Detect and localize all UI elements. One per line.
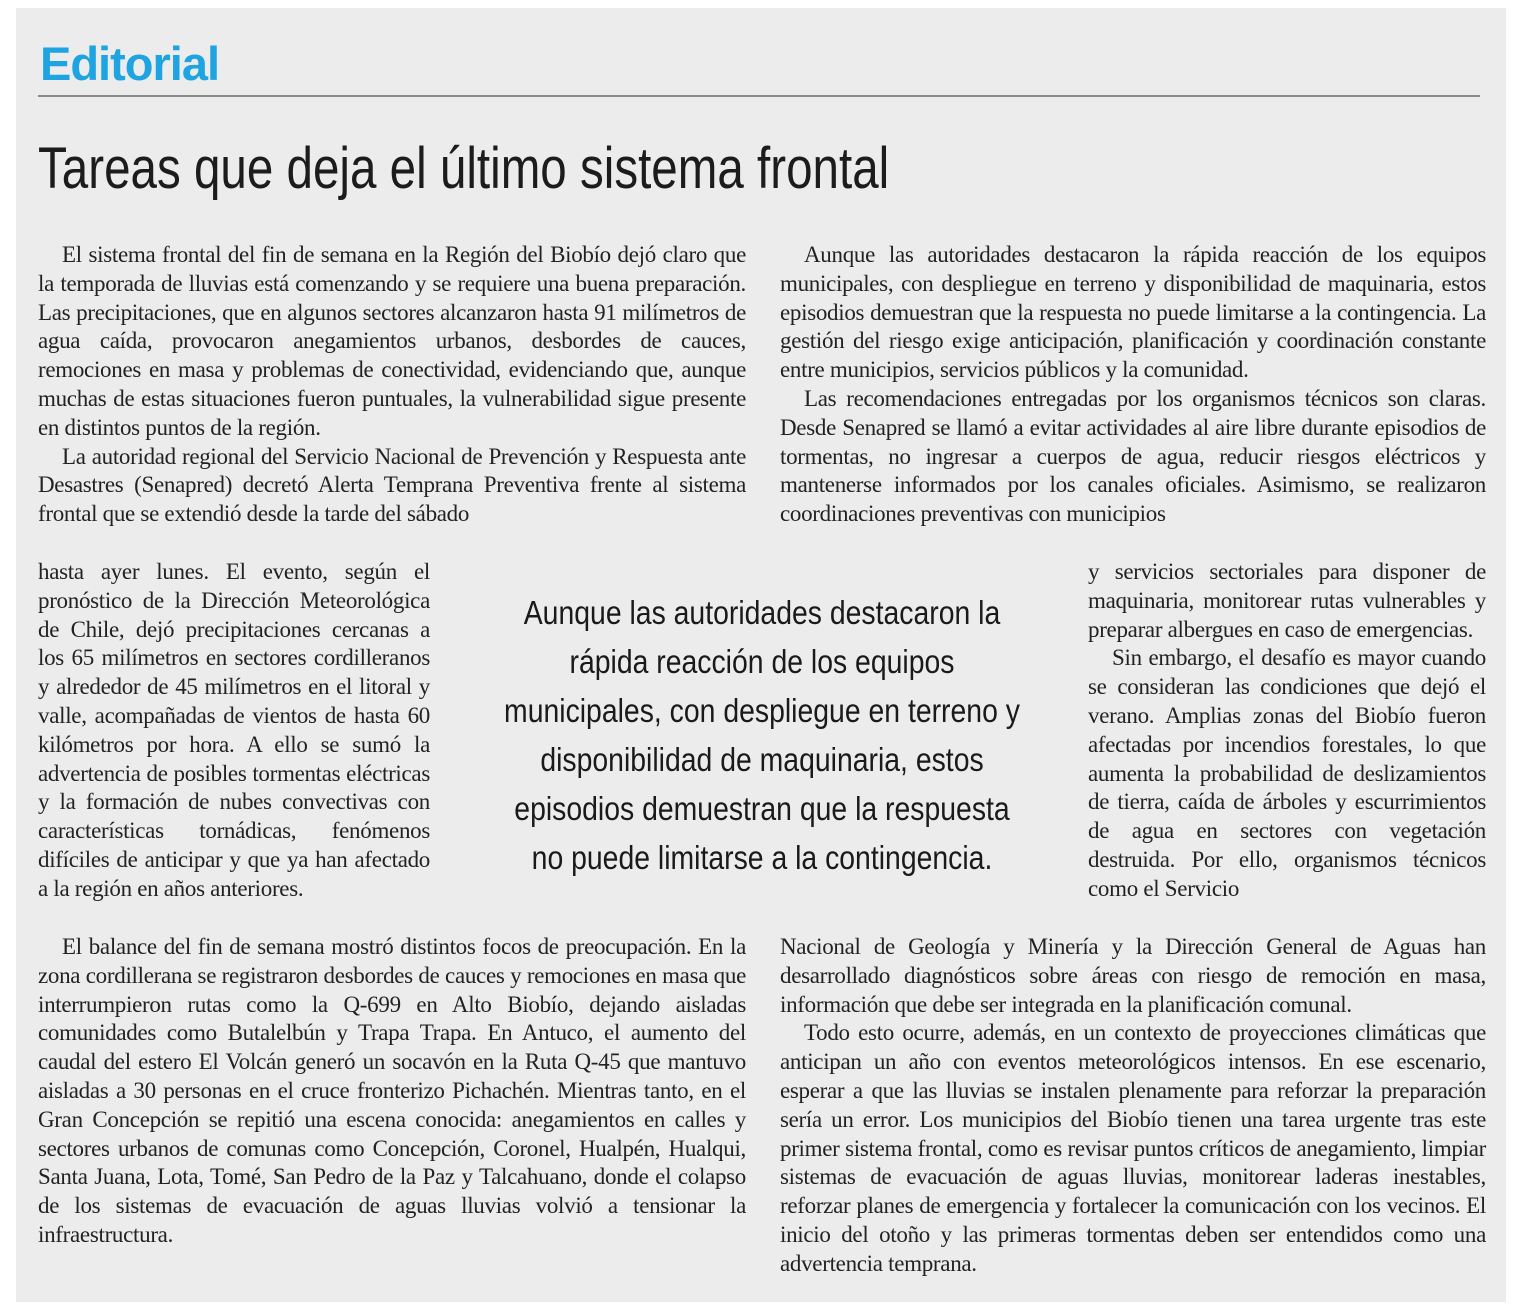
right-column-wrap bbox=[1088, 558, 1486, 904]
paragraph: Nacional de Geología y Minería y la Dirección General de Aguas han desarrollado diagnósticos sobre áreas con riesgo de remoción en masa, información que debe ser integrada en la planificación comunal. bbox=[780, 934, 1486, 1017]
section-divider bbox=[38, 95, 1480, 97]
editorial-page bbox=[16, 8, 1506, 1302]
paragraph: hasta ayer lunes. El evento, según el pronóstico de la Dirección Meteorológica de Chile, dejó precipitaciones cercanas a los 65 milímetros en sectores cordilleranos y alrededor de 45 milímetros en el litoral y valle, acompañadas de vientos de hasta 60 kilómetros por hora. A ello se sumó la advertencia de posibles tormentas eléctricas y la formación de nubes convectivas con características tornádicas, fenómenos difíciles de anticipar y que ya han afectado a la región en años anteriores. bbox=[38, 559, 430, 901]
left-column-wrap bbox=[38, 558, 430, 904]
article-headline: Tareas que deja el último sistema frontal bbox=[38, 136, 890, 201]
paragraph: El sistema frontal del fin de semana en la Región del Biobío dejó claro que la temporada de lluvias está comenzando y se requiere una buena preparación. Las precipitaciones, que en algunos sectores alcanzaron hasta 91 milímetros de agua caída, provocaron anegamientos urbanos, desbordes de cauces, remociones en masa y problemas de conectividad, evidenciando que, aunque muchas de estas situaciones fueron puntuales, la vulnerabilidad sigue presente en distintos puntos de la región. bbox=[38, 242, 746, 440]
section-label: Editorial bbox=[40, 37, 220, 90]
paragraph: Todo esto ocurre, además, en un contexto de proyecciones climáticas que anticipan un año con eventos meteorológicos intensos. En ese escenario, esperar a que las lluvias se instalen plenamente para reforzar la preparación sería un error. Los municipios del Biobío tienen una tarea urgente tras este primer sistema frontal, como es revisar puntos críticos de anegamiento, limpiar sistemas de evacuación de aguas lluvias, monitorear laderas inestables, reforzar planes de emergencia y fortalecer la comunicación con los vecinos. El inicio del otoño y las primeras tormentas deben ser entendidos como una advertencia temprana. bbox=[780, 1020, 1486, 1276]
right-column-top bbox=[780, 241, 1486, 529]
left-column-bottom bbox=[38, 933, 746, 1250]
left-column-top bbox=[38, 241, 746, 529]
paragraph: La autoridad regional del Servicio Nacional de Prevención y Respuesta ante Desastres (Senapred) decretó Alerta Temprana Preventiva frente al sistema frontal que se extendió desde la tarde del sábado bbox=[38, 443, 746, 527]
right-column-bottom bbox=[780, 933, 1486, 1279]
paragraph: y servicios sectoriales para disponer de maquinaria, monitorear rutas vulnerables y preparar albergues en caso de emergencias. bbox=[1088, 559, 1486, 642]
paragraph: Sin embargo, el desafío es mayor cuando se consideran las condiciones que dejó el verano. Amplias zonas del Biobío fueron afectadas por incendios forestales, lo que aumenta la probabilidad de deslizamientos de tierra, caída de árboles y escurrimientos de agua en sectores con vegetación destruida. Por ello, organismos técnicos como el Servicio bbox=[1088, 645, 1486, 901]
paragraph: Aunque las autoridades destacaron la rápida reacción de los equipos municipales, con despliegue en terreno y disponibilidad de maquinaria, estos episodios demuestran que la respuesta no puede limitarse a la contingencia. La gestión del riesgo exige anticipación, planificación y coordinación constante entre municipios, servicios públicos y la comunidad. bbox=[780, 242, 1486, 383]
pull-quote: Aunque las autoridades destacaron la rápida reacción de los equipos municipales, con despliegue en terreno y disponibilidad de maquinaria, estos episodios demuestran que la respuesta no puede limitarse a la contingencia. bbox=[504, 594, 1020, 876]
paragraph: Las recomendaciones entregadas por los organismos técnicos son claras. Desde Senapred se llamó a evitar actividades al aire libre durante episodios de tormentas, no ingresar a cuerpos de agua, reducir riesgos eléctricos y mantenerse informados por los canales oficiales. Asimismo, se realizaron coordinaciones preventivas con municipios bbox=[780, 385, 1486, 527]
paragraph: El balance del fin de semana mostró distintos focos de preocupación. En la zona cordillerana se registraron desbordes de cauces y remociones en masa que interrumpieron rutas como la Q-699 en Alto Biobío, dejando aisladas comunidades como Butalelbún y Trapa Trapa. En Antuco, el aumento del caudal del estero El Volcán generó un socavón en la Ruta Q-45 que mantuvo aisladas a 30 personas en el cruce fronterizo Pichachén. Mientras tanto, en el Gran Concepción se repitió una escena conocida: anegamientos en calles y sectores urbanos de comunas como Concepción, Coronel, Hualpén, Hualqui, Santa Juana, Lota, Tomé, San Pedro de la Paz y Talcahuano, donde el colapso de los sistemas de evacuación de aguas lluvias volvió a tensionar la infraestructura. bbox=[38, 934, 746, 1247]
